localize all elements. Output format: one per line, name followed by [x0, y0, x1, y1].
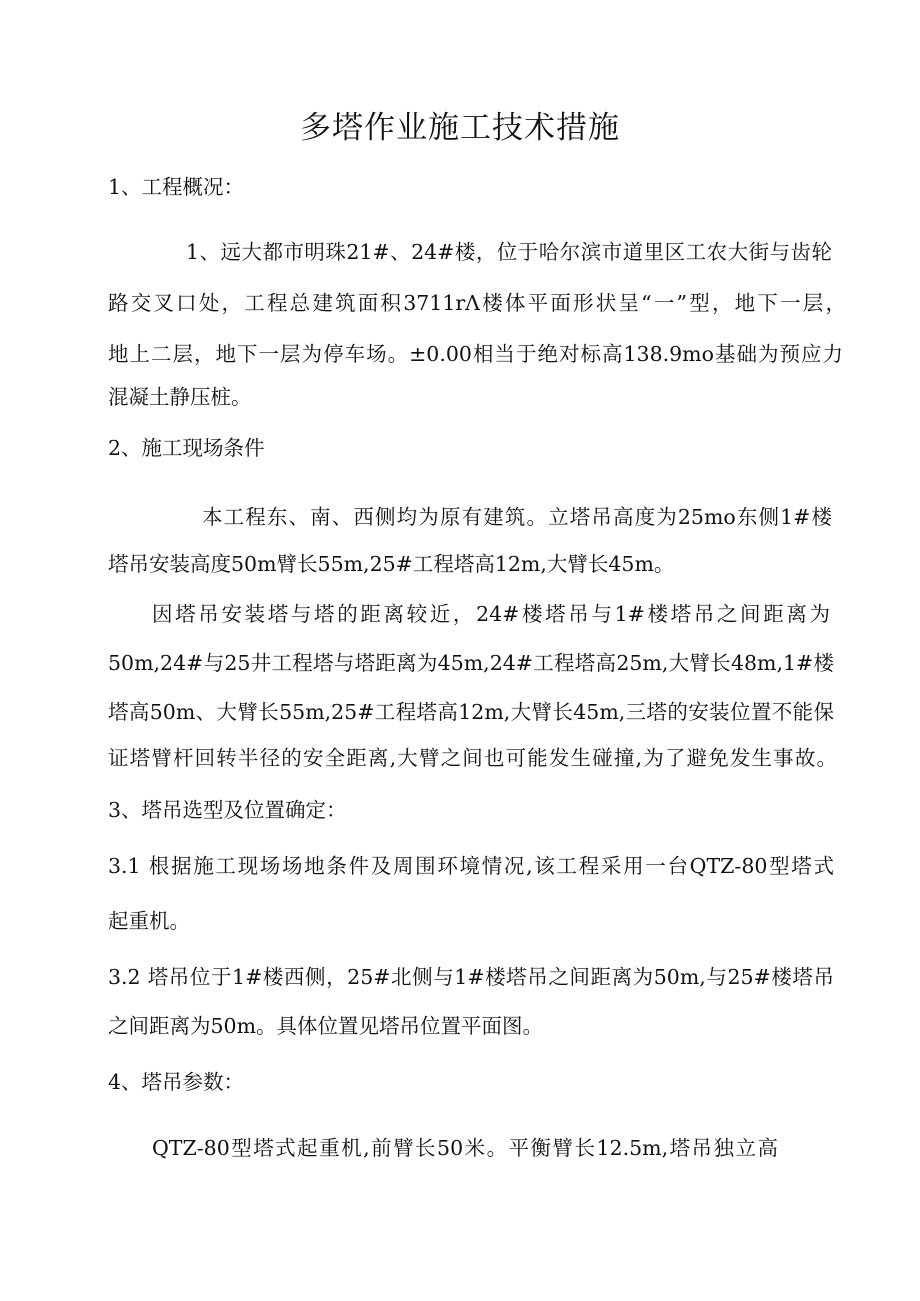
paragraph-line: 本工程东、南、西侧均为原有建筑。立塔吊高度为25mo东侧1#楼 [202, 505, 832, 529]
section-heading-2: 2、施工现场条件 [108, 436, 265, 460]
paragraph-line: 塔吊安装高度50m臂长55m,25#工程塔高12m,大臂长45m。 [108, 552, 675, 576]
paragraph-line: 50m,24#与25井工程塔与塔距离为45m,24#工程塔高25m,大臂长48m,1#楼 [108, 651, 834, 675]
paragraph-line: 3.1 根据施工现场场地条件及周围环境情况,该工程采用一台QTZ-80型塔式 [108, 854, 834, 878]
section-heading-3: 3、塔吊选型及位置确定： [108, 798, 347, 822]
paragraph-line: 1、远大都市明珠21#、24#楼，位于哈尔滨市道里区工农大街与齿轮 [186, 240, 832, 264]
paragraph-line: QTZ-80型塔式起重机,前臂长50米。平衡臂长12.5m,塔吊独立高 [152, 1136, 778, 1160]
paragraph-line: 混凝土静压桩。 [108, 385, 252, 409]
paragraph-line: 起重机。 [108, 909, 190, 933]
paragraph-line: 地上二层，地下一层为停车场。±0.00相当于绝对标高138.9mo基础为预应力 [108, 342, 843, 366]
paragraph-line: 3.2 塔吊位于1#楼西侧，25#北侧与1#楼塔吊之间距离为50m,与25#楼塔吊 [108, 965, 834, 989]
paragraph-line: 塔高50m、大臂长55m,25#工程塔高12m,大臂长45m,三塔的安装位置不能保 [108, 700, 834, 724]
paragraph-line: 之间距离为50m。具体位置见塔吊位置平面图。 [108, 1014, 544, 1038]
paragraph-line: 因塔吊安装塔与塔的距离较近，24#楼塔吊与1#楼塔吊之间距离为 [152, 602, 830, 626]
section-heading-1: 1、工程概况： [108, 175, 245, 199]
paragraph-line: 证塔臂杆回转半径的安全距离,大臂之间也可能发生碰撞,为了避免发生事故。 [108, 746, 837, 770]
paragraph-line: 路交叉口处，工程总建筑面积3711rΛ楼体平面形状呈“一”型，地下一层， [108, 291, 846, 315]
document-title: 多塔作业施工技术措施 [300, 110, 620, 146]
section-heading-4: 4、塔吊参数： [108, 1070, 245, 1094]
